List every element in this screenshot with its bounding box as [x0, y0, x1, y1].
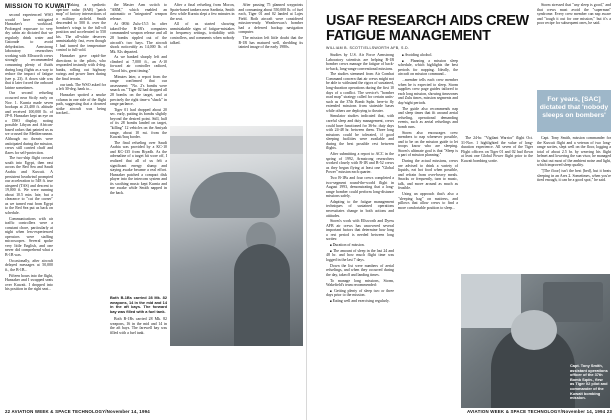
- left-page: [0, 0, 307, 420]
- cockpit-window: [461, 274, 521, 328]
- aircraft-structure: [170, 136, 303, 154]
- paragraph: Storm also encourages crew members to nap whenever possible, and to be on the mission guide to let troops know who are sleeping. Storm's ultimate goal is that "Sleep is a part of mission planning.": [398, 130, 458, 158]
- paragraph: Our second refueling occurred near Sicily early on Nov. 1. Kurnia made seven hookups at 23,400 ft. altitude and received 100,000 lb. of JP-8. Hunsaker kept an eye on a DSO display, noting possible Libyan and African-based radars that painted us as we crossed the Mediterranean. Although no threats were anticipated during the mission, crews still carried chaff and flares for self-protection.: [5, 91, 53, 155]
- paragraph: The mission left little doubt that the B-1B has matured well, shedding its tainted image of the early 1980s.: [238, 36, 303, 50]
- paragraph: Fifteen hours into the flight, Hunsaker and I swapped seats over Kuwait. I dropped into his position in the right seat...: [5, 273, 53, 292]
- left-column-3: [110, 3, 167, 293]
- article-headline: USAF RESEARCH AIDS CREW FATIGUE MANAGEMENT: [326, 13, 529, 44]
- paragraph: The guide also recommends nap and sleep times that fit around aerial refueling, operational demanding events, such as aerial refuelings and bomb runs.: [398, 106, 458, 129]
- right-column-1: [326, 53, 394, 406]
- paragraph: Occasionally, after aircraft delayed messages at 50,000 ft., the B-1B...: [5, 258, 53, 272]
- paragraph: Both B-1Bs carried 28 Mk. 82 weapons, 16 in the mid and 14 in the aft bays. The farewell bay was filled with a fuel tank.: [110, 317, 167, 336]
- paragraph: After a final refueling from Moron, Spain-based tankers near Sardinia, Smith flew while Kurnia slept a few minutes in the seat.: [170, 3, 235, 21]
- right-page: [308, 0, 616, 420]
- photo-caption: Both B-1Bs carried 28 Mk. 82 weapons, 14 in the mid and 14 in the aft bays. The forward bay was filled with a fuel tank.: [110, 296, 167, 314]
- bullet-item: ■ Planning a mission sleep schedule, which highlights the best periods for napping. Ideally, the aircraft on mission command...: [398, 59, 458, 77]
- paragraph: Studies by U.S. Air Force Armstrong Laboratory scientists are helping B-1B bomber crews manage the fatigue of back-to-back, long-range conventional missions.: [326, 53, 394, 71]
- paragraph: After submitting a report to ACC in the spring of 1992, Armstrong researchers worked closely with B-1B and B-52 crews as they began flying at least one "Global Power" mission each quarter.: [326, 152, 394, 175]
- paragraph: Storm stressed that "any sleep is good," and that crews must avoid the "superman" syndrome. Every crew member can nap aware and "tough it out for one mission," but it's a poor recipe for subsequent ones, he said.: [537, 3, 611, 26]
- bullet-item: ■ Avoiding alcohol.: [398, 53, 458, 58]
- paragraph: Minutes later, a report from the range confirmed that our assessment: "No. 2's bombs were smack on." Tiger 02 had dropped all 28 bombs on the target, and at precisely the right time-a "shack" in range parlance.: [110, 74, 167, 107]
- paragraph: Two B-1Bs and four crews completed a two-segment round-the-world flight in August 1993, demonstrating that a long-range bomber could perform long-distance missions safely.: [326, 175, 394, 199]
- right-column-4b: [537, 136, 611, 270]
- left-column-5: [110, 296, 167, 406]
- bullet-item: ■ Eating well and exercising regularly.: [326, 299, 394, 304]
- left-column-1: [5, 13, 53, 406]
- left-column-4: [170, 3, 303, 123]
- paragraph: Capt. Tony Smith, mission commander for the Kuwait flight and a veteran of two long-range sorties, slept well on the floor, logging a total of about 2.5 hr. by weaving his flight helmet and lowering the sun visor, he managed to shut out most of the ambient noise and light, which improved sleep quality.: [537, 136, 611, 168]
- right-column-4a: [537, 3, 611, 87]
- bullet-item: ■ The amount of sleep in the last 24 and 48 hr. and how much flight time was logged in the last 7 days.: [326, 249, 394, 263]
- page-footer: 22 AVIATION WEEK & SPACE TECHNOLOGY/November 14, 1994: [5, 409, 150, 414]
- paragraph: All of us started showing unmistakable signs of fatigue-mistakes in frequency settings, irritability with controllers, and comments when nobody talked.: [170, 22, 235, 45]
- b1b-bomb-bay-photo: [170, 126, 303, 346]
- paragraph: As we banked sharply left and climbed at 7,000 ft., an A-10 forward air controller radioed, "Good hits, great timing.": [110, 55, 167, 74]
- instrument-panel: [543, 282, 603, 322]
- paragraph: The two-ship flight crossed south into Egypt, then east across the Red Sea and Saudi Arabia and Kuwait. A persistent headwind prompted our acceleration to 548 ft. true airspeed (TAS) and descent to 19,000 ft. We were running about 10.5 min. late, but a clearance to "cut the corner" as we turned east from Egypt to the Red Sea put us back on schedule.: [5, 156, 53, 215]
- left-column-2: [56, 3, 106, 406]
- paragraph: During the actual missions, crews are advised to drink a variety of liquids, eat hot food when possible, and refrain from over-heavy meals. Snacks or frequently, turn to music, talk, and move around as much as feasible.: [398, 158, 458, 191]
- paragraph: Hunsaker spotted a smoke column in one side of the flight path, suggesting that a downed strike aircraft was being tracked...: [56, 92, 106, 116]
- page-footer: AVIATION WEEK & SPACE TECHNOLOGY/November 14, 1994 23: [466, 409, 612, 414]
- section-tag: MISSION TO KUWAIT: [5, 4, 71, 10]
- paragraph: Storm's work with Ellsworth and Dyess AFB air crews has uncovered several important factors that determine how long a rest period is needed between long sorties:: [326, 219, 394, 242]
- paragraph: Using an approach that's also a "sleeping bag" on mattress, and pillows that allow crews to find a more comfortable position to sleep...: [398, 191, 458, 210]
- right-column-3a: [461, 136, 533, 270]
- paragraph: Hunsaker gave rapid-fire directions to the pilots, who responded instantly with 4-deg. banks, rolling out highway swings and power lines during the final terrain.: [56, 54, 106, 81]
- paragraph: Communications with air traffic controllers were a constant chore, particularly at night when less-experienced operators were staffing microscopes. Several spoke very little English, and one never did comprehend what a B-1B was.: [5, 216, 53, 257]
- paragraph: Adapting to the fatigue management techniques of sustained operations necessitates change in both actions and attitudes.: [326, 199, 394, 218]
- byline: WILLIAM B. SCOTT/ELLSWORTH AFB, S.D.: [326, 46, 410, 50]
- bullet-item: ■ Getting plenty of sleep two or three days prior to the mission.: [326, 289, 394, 298]
- paragraph: The 24-hr. "Vigilant Warrior" flight Oct. 31-Nov. 1 highlighted the value of long-duration experience. All seven of the Tiger Flight officers on Tiger 01 and 02 had flown at least one Global Power flight prior to the Kuwait bombing sortie.: [461, 136, 533, 163]
- paragraph: the Master Arm switch to "ARM," which enabled an automatic or "integrated" weapon release.: [110, 3, 167, 21]
- paragraph: ...member tells each crew member when he is expected to sleep. Storm supplies crew page guides tailored to each long mission, showing timezones and Zulu times, mission segments and day/night periods.: [398, 78, 458, 105]
- paragraph: Simulator studies indicated that, with careful sleep and duty management, crews could have functioned for 36-hr. duty days with 24-48 hr. between them. Three long missions could be tolerated, if good sleeping facilities were available and during the best possible rest between flights.: [326, 114, 394, 151]
- photo-caption: Capt. Tony Smith, assistant operations officer of the 37th Bomb Sqdn., flew as Tiger 02 pilot and commander of the Kuwait bombing mission.: [570, 363, 608, 401]
- paragraph: "[The floor] isn't the best [bed], but it beats sleeping in an Ares 2. Sometimes, when you're tired enough, it can be a good spot," he said.: [537, 169, 611, 183]
- paragraph: by taking a synthetic aperture radar (SAR) "patch map" of factory intersections of a military airfield. Smith descended to 500 ft. over the bomber's wings to the full-off position and accelerated to 550 kts. The all-white deserves unmistakably fast, even though I had turned the temperature control to full-cold.: [56, 3, 106, 53]
- pull-quote: For years, [SAC] dictated that 'nobody sleeps on bombers': [537, 90, 611, 132]
- paragraph: Tiger 01 had dropped about 20 sec. early, putting its bombs slightly beyond the desired point. Still, half of its 28 bombs landed on target, "killing" 12 vehicles on the Amiyah range, about 10 mi. from the Kuwait/Iraq border.: [110, 107, 167, 140]
- bomb-bay-door: [190, 172, 280, 218]
- bullet-item: ■ Duration of mission.: [326, 243, 394, 248]
- paragraph: Down the list were numbers of aerial refuelings, and when they occurred during the day, takeoff and landing times.: [326, 263, 394, 277]
- paragraph: After passing 75 planned waypoints and consuming about 550,000 lb. of fuel each, Tiger 01 and 02 landed at Lajes Field. Both aircraft were considered mission-ready. Weatherwax's bomber had a deferred backup navigation computer.: [238, 3, 303, 35]
- paragraph: At 0836 Zulu-15.5 hr. after takeoff-the B-1B's computers commanded weapon release and all 28 bombs rippled out of the aircraft's two bays. The aircraft shook noticeably as 14,000 lb. of Mk. 82s departed.: [110, 22, 167, 54]
- paragraph: second experienced WSO would have mitigated Hunsaker's workload. Prolonged exposure to very dry cabin air dictated that we regularly drink water and Gatorade to avoid dehydration. Armstrong laboratory researchers working with Ellsworth crews strongly recommended consuming plenty of fluids during long flights as a way to reduce the impact of fatigue (see p. 23). A down side was that it later forced the onboard latrine sometimes.: [5, 13, 53, 90]
- crew-member: [234, 244, 290, 346]
- paragraph: The final refueling over Saudi Arabia was provided by a KC-10 and KC-135 from Riyadh. As the adrenaline of a target hit wore off, I realized that all of us felt a significant energy slump and staying awake became a real effort. Hunsaker patched a compact disk player into the intercom system and its soothing music kept Kurnia and me awake while Smith napped in the back.: [110, 140, 167, 195]
- paragraph: To manage long missions, Storm, Wakefield's team recommended:: [326, 278, 394, 288]
- pilot-helmet: [511, 310, 557, 350]
- right-column-2: [398, 53, 458, 406]
- paragraph: The studies stemmed from Air Combat Command concern that air crews might not be able to withstand the rigors of sustained, long-duration operations during the first 10 days of a conflict. The service's "bomber road map" strategy called for certain units-such as the 37th Bomb Sqdn. here-to fly extended missions from stateside bases while others are deploying to theater.: [326, 72, 394, 113]
- paragraph: our tank. The WSO asked for a left 30-deg. bank to...: [56, 82, 106, 92]
